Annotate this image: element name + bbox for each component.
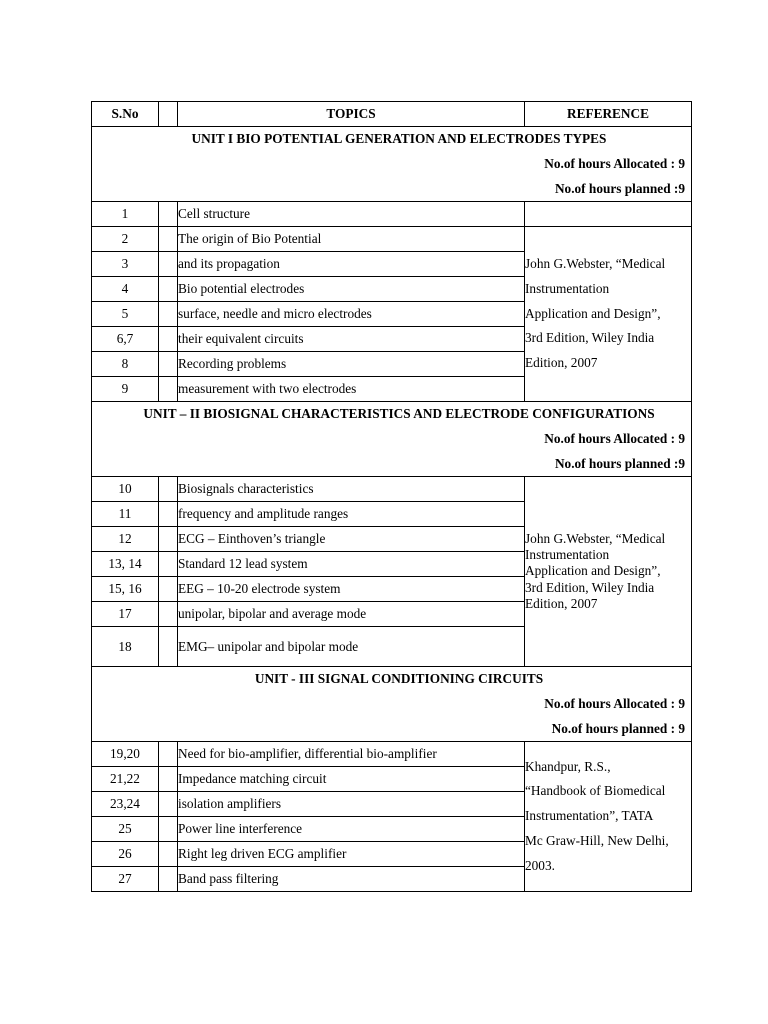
reference-cell-empty (525, 202, 692, 227)
hours-allocated: No.of hours Allocated : 9 (544, 431, 685, 446)
reference-cell: John G.Webster, “Medical Instrumentation Application and Design”, 3rd Edition, Wiley India Edition, 2007 (525, 477, 692, 667)
row-sno: 9 (92, 377, 159, 402)
row-sno: 26 (92, 842, 159, 867)
row-topic: isolation amplifiers (178, 792, 525, 817)
row-topic: Power line interference (178, 817, 525, 842)
row-topic: Standard 12 lead system (178, 552, 525, 577)
table-row (92, 202, 692, 227)
row-sno: 4 (92, 277, 159, 302)
unit-title: UNIT – II BIOSIGNAL CHARACTERISTICS AND ELECTRODE CONFIGURATIONS (143, 406, 655, 421)
row-sno: 11 (92, 502, 159, 527)
row-topic: Right leg driven ECG amplifier (178, 842, 525, 867)
row-sno: 3 (92, 252, 159, 277)
row-sno: 18 (92, 627, 159, 667)
hours-planned: No.of hours planned : 9 (551, 721, 685, 736)
row-sno: 25 (92, 817, 159, 842)
row-sno: 6,7 (92, 327, 159, 352)
row-sno: 27 (92, 867, 159, 892)
table-row (92, 227, 692, 252)
unit-2-header (92, 402, 692, 477)
row-topic: Bio potential electrodes (178, 277, 525, 302)
lesson-plan-table (91, 101, 692, 892)
reference-header: REFERENCE (525, 102, 692, 127)
table-row (92, 477, 692, 502)
unit-3-header (92, 667, 692, 742)
row-topic: EMG– unipolar and bipolar mode (178, 627, 525, 667)
row-topic: their equivalent circuits (178, 327, 525, 352)
unit-1-header (92, 127, 692, 202)
table-row (92, 742, 692, 767)
row-topic: Band pass filtering (178, 867, 525, 892)
topics-header: TOPICS (178, 102, 525, 127)
row-sno: 2 (92, 227, 159, 252)
row-sno: 21,22 (92, 767, 159, 792)
row-sno: 13, 14 (92, 552, 159, 577)
row-sno: 15, 16 (92, 577, 159, 602)
row-topic: frequency and amplitude ranges (178, 502, 525, 527)
row-sno: 8 (92, 352, 159, 377)
row-topic: Cell structure (178, 202, 525, 227)
row-topic: The origin of Bio Potential (178, 227, 525, 252)
row-sno: 12 (92, 527, 159, 552)
header-row (92, 102, 692, 127)
unit-title: UNIT I BIO POTENTIAL GENERATION AND ELECTRODES TYPES (191, 131, 607, 146)
hours-planned: No.of hours planned :9 (554, 456, 685, 471)
row-topic: Need for bio-amplifier, differential bio-amplifier (178, 742, 525, 767)
reference-cell: John G.Webster, “Medical Instrumentation Application and Design”, 3rd Edition, Wiley India Edition, 2007 (525, 227, 692, 402)
unit-title: UNIT - III SIGNAL CONDITIONING CIRCUITS (254, 671, 544, 686)
row-topic: Recording problems (178, 352, 525, 377)
row-topic: unipolar, bipolar and average mode (178, 602, 525, 627)
row-topic: measurement with two electrodes (178, 377, 525, 402)
row-sno: 5 (92, 302, 159, 327)
row-topic: EEG – 10-20 electrode system (178, 577, 525, 602)
row-topic: Biosignals characteristics (178, 477, 525, 502)
row-sno: 10 (92, 477, 159, 502)
row-topic: ECG – Einthoven’s triangle (178, 527, 525, 552)
blank-header (159, 102, 178, 127)
row-topic: and its propagation (178, 252, 525, 277)
row-sno: 19,20 (92, 742, 159, 767)
row-topic: surface, needle and micro electrodes (178, 302, 525, 327)
row-sno: 1 (92, 202, 159, 227)
hours-allocated: No.of hours Allocated : 9 (544, 156, 685, 171)
row-sno: 23,24 (92, 792, 159, 817)
reference-cell: Khandpur, R.S., “Handbook of Biomedical Instrumentation”, TATA Mc Graw-Hill, New Delhi, 2003. (525, 742, 692, 892)
row-topic: Impedance matching circuit (178, 767, 525, 792)
hours-planned: No.of hours planned :9 (554, 181, 685, 196)
row-sno: 17 (92, 602, 159, 627)
sno-header: S.No (92, 102, 159, 127)
hours-allocated: No.of hours Allocated : 9 (544, 696, 685, 711)
